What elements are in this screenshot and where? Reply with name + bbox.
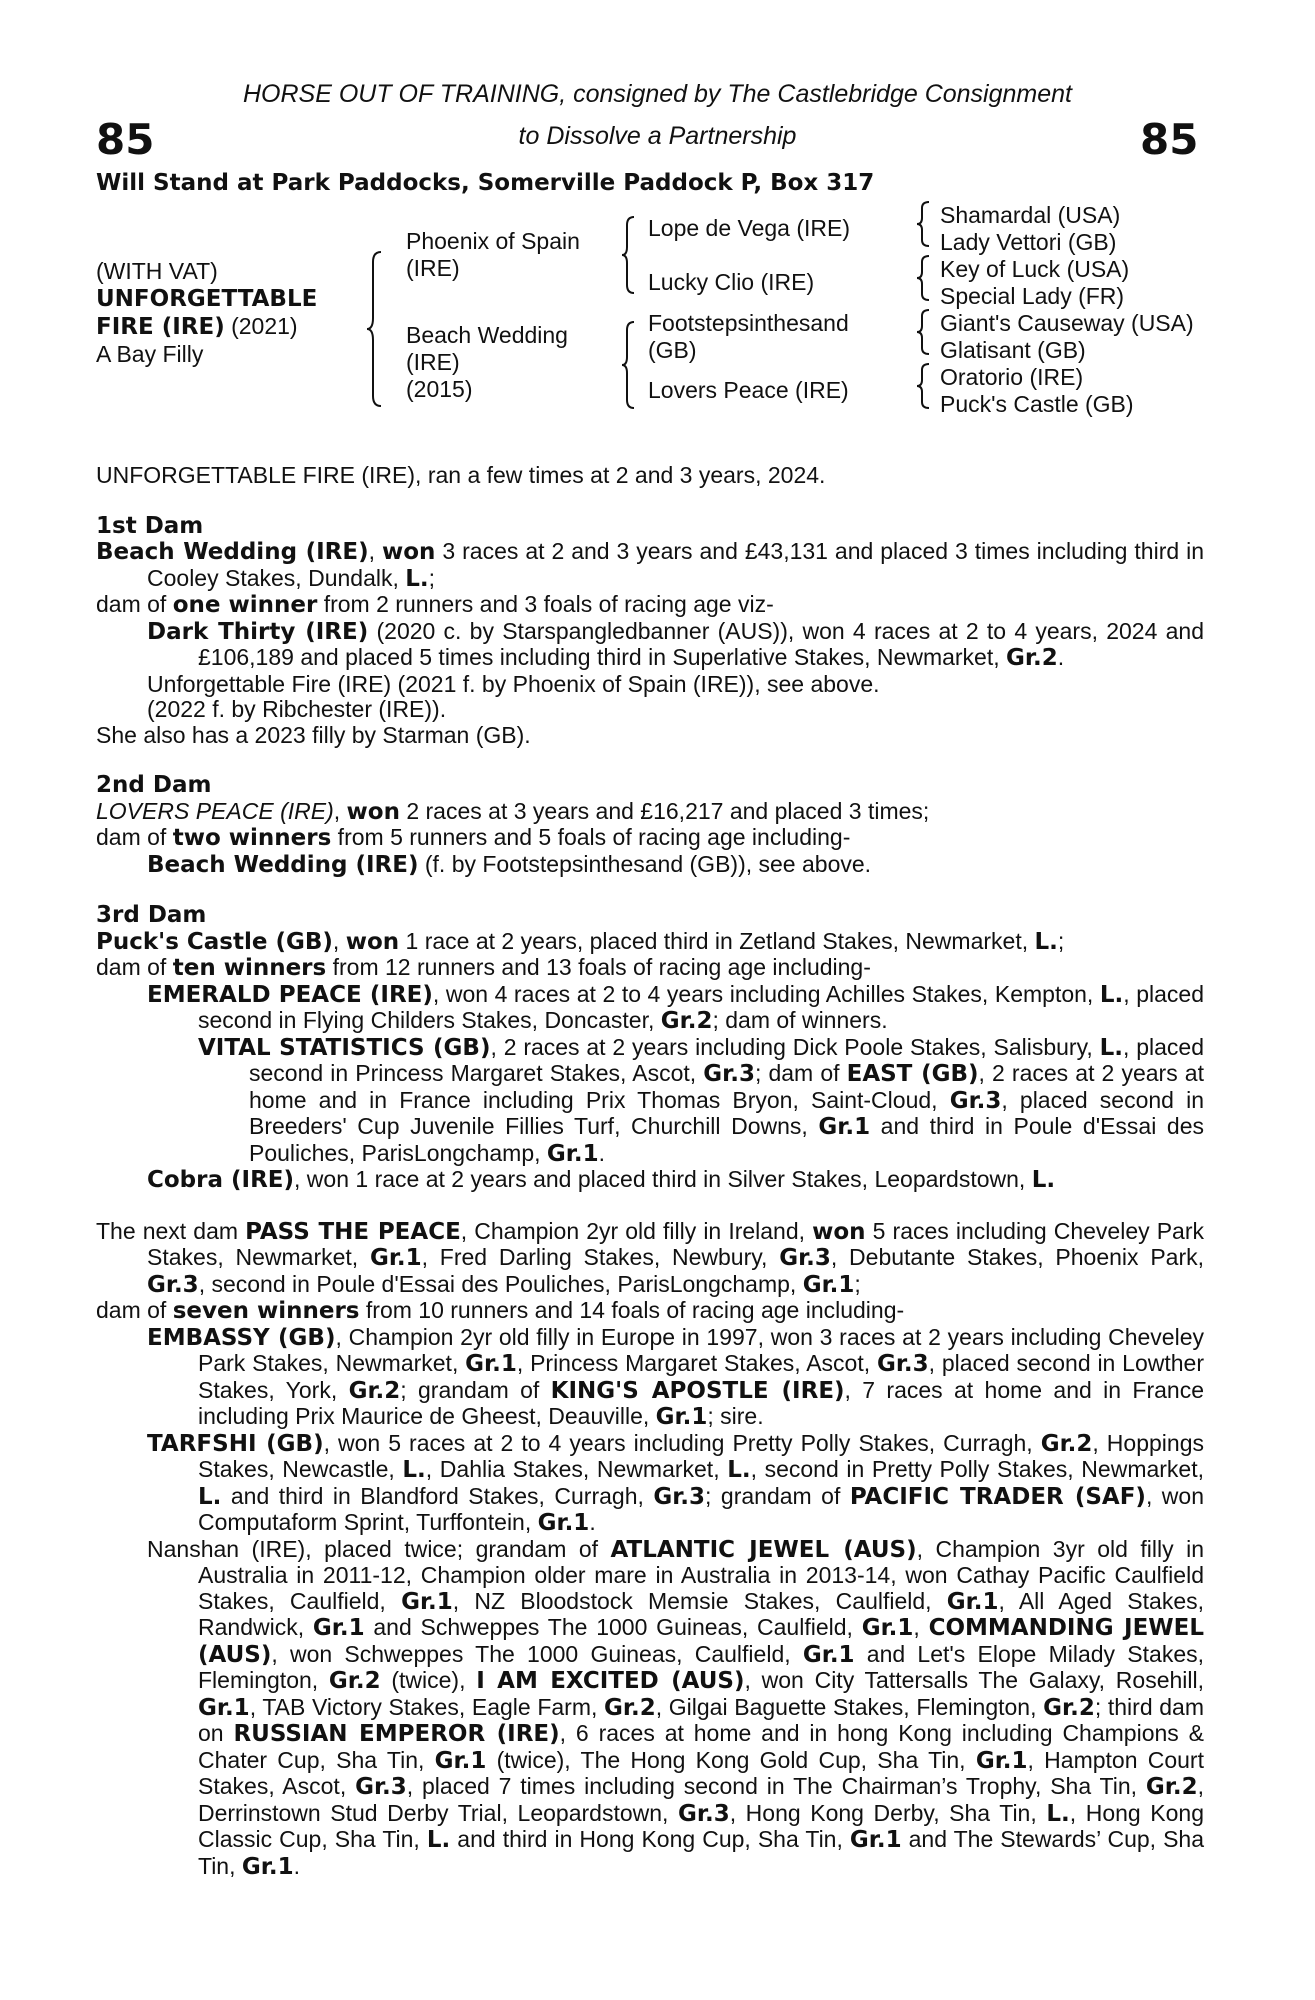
- dam-sire: [648, 310, 849, 364]
- third-dam-produce: dam of ten winners from 12 runners and 13 foals of racing age including-: [96, 954, 871, 981]
- sire-name: Phoenix of Spain: [406, 228, 580, 254]
- first-dam-also: She also has a 2023 filly by Starman (GB).: [96, 721, 531, 748]
- third-dam-heading: 3rd Dam: [96, 902, 207, 928]
- offspring-emerald-peace: EMERALD PEACE (IRE), won 4 races at 2 to 4 years including Achilles Stakes, Kempton, L., placed second in Flying Childers Stakes, Doncaster, Gr.2; dam of winners.: [147, 980, 1205, 1034]
- stand-location: Will Stand at Park Paddocks, Somerville Paddock P, Box 317: [96, 170, 875, 196]
- gg-8: Puck's Castle (GB): [940, 391, 1134, 417]
- first-dam-produce: dam of one winner from 2 runners and 3 foals of racing age viz-: [96, 591, 774, 618]
- horse-year: (2021): [224, 313, 298, 339]
- vat-note: (WITH VAT): [96, 258, 218, 284]
- catalogue-body: [96, 463, 1204, 1880]
- offspring-embassy: EMBASSY (GB), Champion 2yr old filly in Europe in 1997, won 3 races at 2 years including Cheveley Park Stakes, Newmarket, Gr.1, Princess Margaret Stakes, Ascot, Gr.3, placed second in Lowther Stakes, York, Gr.2; grandam of KING'S APOSTLE (IRE), 7 races at home and in France including Prix Maurice de Gheest, Deauville, Gr.1; sire.: [147, 1323, 1204, 1430]
- brace-gg3: [915, 308, 933, 356]
- third-dam-section: [96, 903, 1204, 1194]
- offspring-tarfshi: TARFSHI (GB), won 5 races at 2 to 4 years including Pretty Polly Stakes, Curragh, Gr.2, Hoppings Stakes, Newcastle, L., Dahlia Stakes, Newmarket, L., second in Pretty Polly Stakes, Newmarket, L. and third in Blandford Stakes, Curragh, Gr.3; grandam of PACIFIC TRADER (SAF), won Computaform Sprint, Turffontein, Gr.1.: [147, 1429, 1204, 1536]
- sire-dam: Lucky Clio (IRE): [648, 269, 815, 295]
- first-dam-record: Beach Wedding (IRE), won 3 races at 2 and 3 years and £43,131 and placed 3 times including third in Cooley Stakes, Dundalk, L.;: [96, 538, 1205, 592]
- dam-sire-name: Footstepsinthesand: [648, 310, 849, 336]
- sire-country: (IRE): [406, 255, 460, 281]
- offspring-dark-thirty: Dark Thirty (IRE) (2020 c. by Starspangledbanner (AUS)), won 4 races at 2 to 4 years, 2024 and £106,189 and placed 5 times including third in Superlative Stakes, Newmarket, Gr.2.: [147, 617, 1204, 671]
- horse-info: [96, 258, 317, 368]
- brace-gg4: [915, 362, 933, 410]
- second-dam-name: LOVERS PEACE (IRE): [96, 797, 334, 824]
- next-dam-record: The next dam PASS THE PEACE, Champion 2yr old filly in Ireland, won 5 races including Cheveley Park Stakes, Newmarket, Gr.1, Fred Darling Stakes, Newbury, Gr.3, Debutante Stakes, Phoenix Park, Gr.3, second in Poule d'Essai des Pouliches, ParisLongchamp, Gr.1;: [96, 1217, 1204, 1298]
- first-dam-name: Beach Wedding (IRE): [96, 539, 369, 565]
- offspring-beach-wedding: Beach Wedding (IRE) (f. by Footstepsinthesand (GB)), see above.: [147, 850, 872, 878]
- gg-2: Lady Vettori (GB): [940, 229, 1117, 255]
- second-dam-record: LOVERS PEACE (IRE), won 2 races at 3 years and £16,217 and placed 3 times;: [96, 797, 930, 825]
- second-dam-section: [96, 773, 1204, 878]
- horse-name-line2: FIRE (IRE): [96, 314, 225, 340]
- first-dam-heading: 1st Dam: [96, 512, 204, 539]
- dam-cell: [406, 322, 568, 403]
- offspring-2022: (2022 f. by Ribchester (IRE)).: [147, 696, 447, 722]
- dam-name: Beach Wedding: [406, 322, 568, 348]
- lot-number-right: 85: [1140, 115, 1199, 164]
- gg-5: Giant's Causeway (USA): [940, 310, 1194, 336]
- dam-sire-country: (GB): [648, 337, 697, 363]
- next-dam-section: [96, 1219, 1204, 1881]
- brace-gg2: [915, 254, 933, 302]
- offspring-unforgettable-fire: Unforgettable Fire (IRE) (2021 f. by Phoenix of Spain (IRE)), see above.: [147, 670, 880, 697]
- gg-4: Special Lady (FR): [940, 283, 1125, 309]
- consignment-subheader: to Dissolve a Partnership: [518, 122, 797, 150]
- offspring-vital-statistics: VITAL STATISTICS (GB), 2 races at 2 years including Dick Poole Stakes, Salisbury, L., placed second in Princess Margaret Stakes, Ascot, Gr.3; dam of EAST (GB), 2 races at 2 years at home and in France including Prix Thomas Bryon, Saint-Cloud, Gr.3, placed second in Breeders' Cup Juvenile Fillies Turf, Churchill Downs, Gr.1 and third in Poule d'Essai des Pouliches, ParisLongchamp, Gr.1.: [198, 1033, 1205, 1167]
- brace-gg1: [915, 200, 933, 248]
- brace-dam: [620, 320, 638, 410]
- gg-1: Shamardal (USA): [940, 202, 1121, 228]
- gg-6: Glatisant (GB): [940, 337, 1086, 363]
- offspring-nanshan: Nanshan (IRE), placed twice; grandam of ATLANTIC JEWEL (AUS), Champion 3yr old filly in Australia in 2011-12, Champion older mare in Australia in 2013-14, won Cathay Pacific Caulfield Stakes, Caulfield, Gr.1, NZ Bloodstock Memsie Stakes, Caulfield, Gr.1, All Aged Stakes, Randwick, Gr.1 and Schweppes The 1000 Guineas, Caulfield, Gr.1, COMMANDING JEWEL (AUS), won Schweppes The 1000 Guineas, Caulfield, Gr.1 and Let's Elope Milady Stakes, Flemington, Gr.2 (twice), I AM EXCITED (AUS), won City Tattersalls The Galaxy, Rosehill, Gr.1, TAB Victory Stakes, Eagle Farm, Gr.2, Gilgai Baguette Stakes, Flemington, Gr.2; third dam on RUSSIAN EMPEROR (IRE), 6 races at home and in hong Kong including Champions & Chater Cup, Sha Tin, Gr.1 (twice), The Hong Kong Gold Cup, Sha Tin, Gr.1, Hampton Court Stakes, Ascot, Gr.3, placed 7 times including second in The Chairman’s Trophy, Sha Tin, Gr.2, Derrinstown Stud Derby Trial, Leopardstown, Gr.3, Hong Kong Derby, Sha Tin, L., Hong Kong Classic Cup, Sha Tin, L. and third in Hong Kong Cup, Sha Tin, Gr.1 and The Stewards’ Cup, Sha Tin, Gr.1.: [147, 1535, 1205, 1880]
- dam-year: (2015): [406, 376, 473, 402]
- second-dam-heading: 2nd Dam: [96, 772, 212, 798]
- horse-description: A Bay Filly: [96, 341, 204, 367]
- offspring-cobra: Cobra (IRE), won 1 race at 2 years and placed third in Silver Stakes, Leopardstown, L.: [147, 1166, 1056, 1193]
- gg-7: Oratorio (IRE): [940, 364, 1084, 390]
- next-dam-produce: dam of seven winners from 10 runners and 14 foals of racing age including-: [96, 1297, 905, 1324]
- brace-generation1: [365, 250, 385, 408]
- third-dam-record: Puck's Castle (GB), won 1 race at 2 years, placed third in Zetland Stakes, Newmarket, L.;: [96, 927, 1065, 955]
- consignment-header: HORSE OUT OF TRAINING, consigned by The Castlebridge Consignment: [242, 80, 1073, 108]
- sire-cell: [406, 228, 580, 282]
- dam-country: (IRE): [406, 349, 460, 375]
- summary: UNFORGETTABLE FIRE (IRE), ran a few times at 2 and 3 years, 2024.: [96, 462, 826, 488]
- second-dam-produce: dam of two winners from 5 runners and 5 foals of racing age including-: [96, 824, 851, 851]
- brace-sire: [620, 215, 638, 295]
- lot-number-left: 85: [96, 115, 155, 164]
- sire-sire: Lope de Vega (IRE): [648, 215, 851, 241]
- dam-dam: Lovers Peace (IRE): [648, 377, 849, 403]
- first-dam-section: [96, 514, 1204, 749]
- gg-3: Key of Luck (USA): [940, 256, 1130, 282]
- horse-name-line1: UNFORGETTABLE: [96, 286, 318, 312]
